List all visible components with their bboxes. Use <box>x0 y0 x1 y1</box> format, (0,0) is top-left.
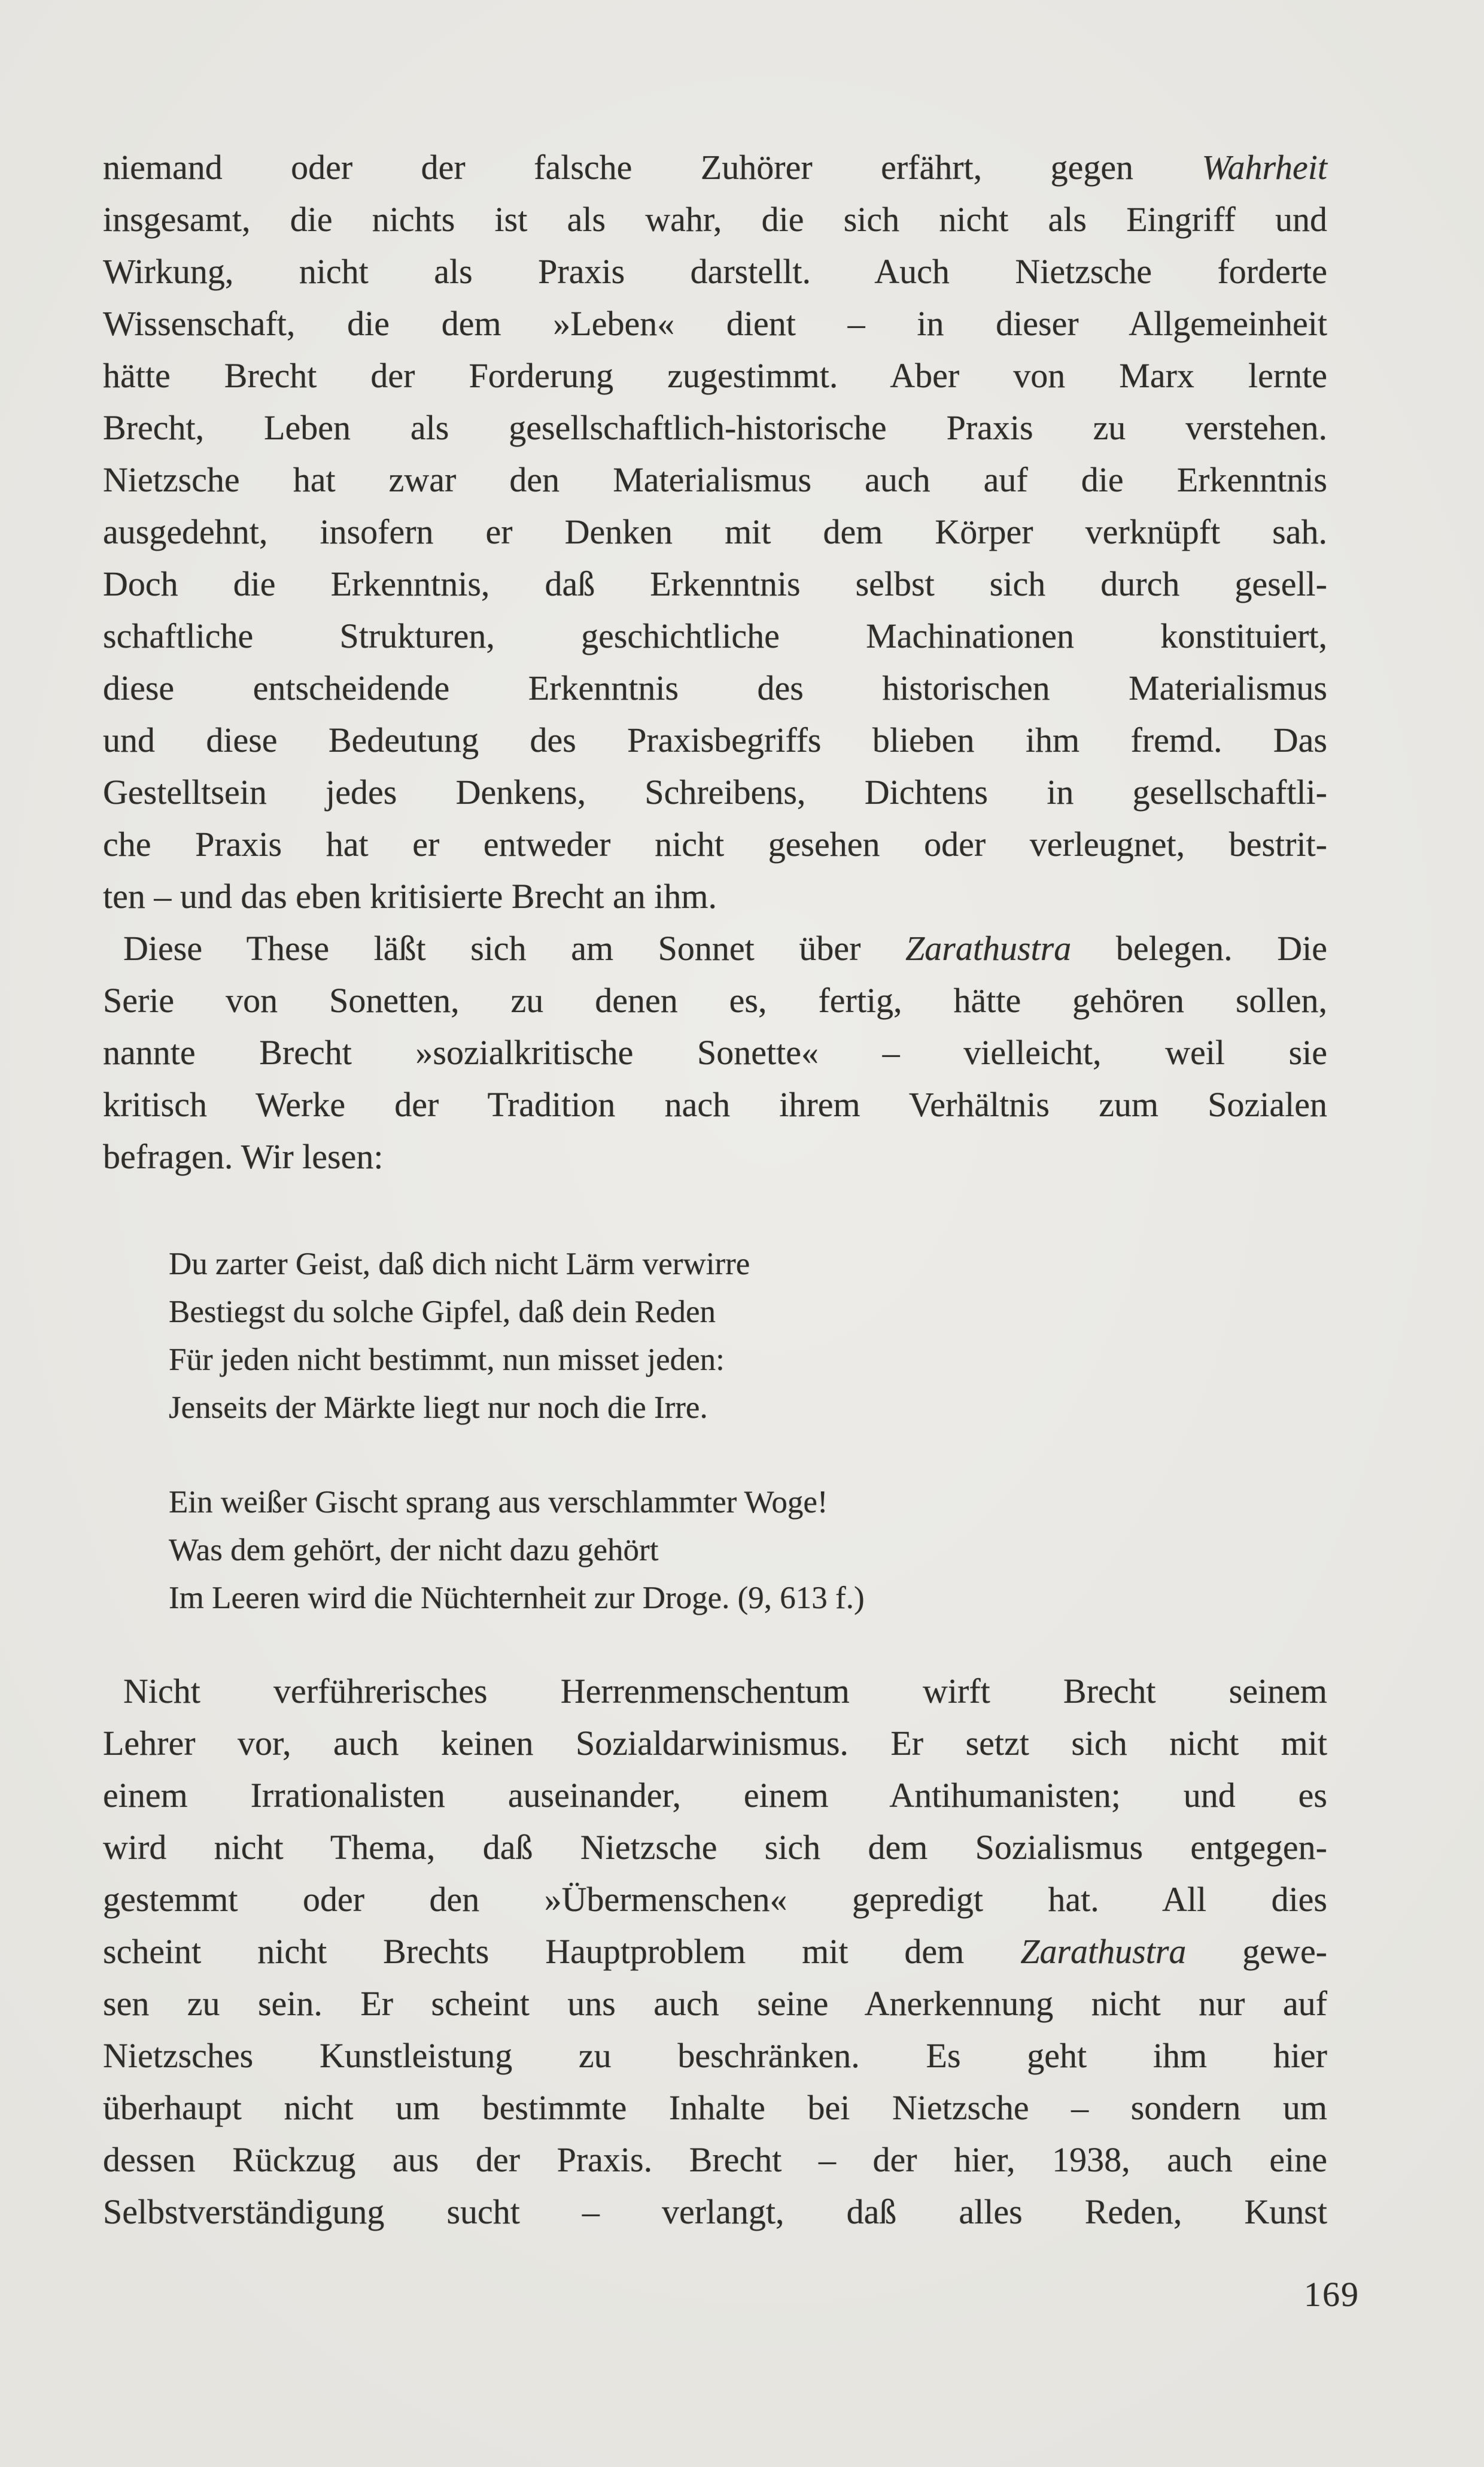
text-line: befragen. Wir lesen: <box>103 1137 384 1176</box>
text-line: Bestiegst du solche Gipfel, daß dein Reden <box>169 1295 716 1329</box>
text-line: Nietzsches Kunstleistung zu beschränken. Es geht ihm hier <box>103 2036 1327 2075</box>
italic-text: Zarathustra <box>1020 1932 1187 1971</box>
italic-text: Zarathustra <box>905 929 1072 968</box>
text-line: ausgedehnt, insofern er Denken mit dem Körper verknüpft sah. <box>103 512 1327 551</box>
text-line: niemand oder der falsche Zuhörer erfährt, gegen Wahrheit <box>103 148 1327 187</box>
text-line: Serie von Sonetten, zu denen es, fertig, hätte gehören sollen, <box>103 981 1327 1020</box>
text-line: insgesamt, die nichts ist als wahr, die sich nicht als Eingriff und <box>103 200 1327 239</box>
text-line: kritisch Werke der Tradition nach ihrem Verhältnis zum Sozialen <box>103 1085 1327 1124</box>
text-line: Jenseits der Märkte liegt nur noch die Irre. <box>169 1390 708 1425</box>
paragraph-these <box>103 922 1327 1183</box>
text-line: Selbstverständigung sucht – verlangt, daß alles Reden, Kunst <box>103 2192 1327 2231</box>
poem-stanza-1 <box>169 1240 1327 1432</box>
text-line: und diese Bedeutung des Praxisbegriffs blieben ihm fremd. Das <box>103 721 1327 759</box>
text-line: dessen Rückzug aus der Praxis. Brecht – der hier, 1938, auch eine <box>103 2140 1327 2179</box>
text-line: Brecht, Leben als gesellschaftlich-historische Praxis zu verstehen. <box>103 408 1327 447</box>
text-line: nannte Brecht »sozialkritische Sonette« – vielleicht, weil sie <box>103 1033 1327 1072</box>
text-line: Du zarter Geist, daß dich nicht Lärm verwirre <box>169 1247 750 1281</box>
text-line: wird nicht Thema, daß Nietzsche sich dem Sozialismus entgegen- <box>103 1828 1327 1867</box>
page-number: 169 <box>1304 2275 1360 2314</box>
text-line: Wirkung, nicht als Praxis darstellt. Auch Nietzsche forderte <box>103 252 1327 291</box>
text-line: Lehrer vor, auch keinen Sozialdarwinismus. Er setzt sich nicht mit <box>103 1724 1327 1763</box>
text-line: gestemmt oder den »Übermenschen« gepredigt hat. All dies <box>103 1880 1327 1919</box>
text-line: hätte Brecht der Forderung zugestimmt. Aber von Marx lernte <box>103 356 1327 395</box>
text-line: einem Irrationalisten auseinander, einem Antihumanisten; und es <box>103 1776 1327 1815</box>
paragraph-closing <box>103 1665 1327 2238</box>
text-line: Wissenschaft, die dem »Leben« dient – in dieser Allgemeinheit <box>103 304 1327 343</box>
text-line: scheint nicht Brechts Hauptproblem mit dem Zarathustra gewe- <box>103 1932 1327 1971</box>
text-line: ten – und das eben kritisierte Brecht an ihm. <box>103 877 717 916</box>
text-line: Doch die Erkenntnis, daß Erkenntnis selbst sich durch gesell- <box>103 564 1327 603</box>
text-line: diese entscheidende Erkenntnis des historischen Materialismus <box>103 669 1327 707</box>
text-line: Was dem gehört, der nicht dazu gehört <box>169 1533 659 1567</box>
text-line: Nietzsche hat zwar den Materialismus auch auf die Erkenntnis <box>103 460 1327 499</box>
italic-text: Wahrheit <box>1202 148 1327 187</box>
paragraph-continuation <box>103 141 1327 922</box>
text-line: Gestelltsein jedes Denkens, Schreibens, Dichtens in gesellschaftli- <box>103 773 1327 812</box>
text-line: sen zu sein. Er scheint uns auch seine Anerkennung nicht nur auf <box>103 1984 1327 2023</box>
text-line: Im Leeren wird die Nüchternheit zur Droge. (9, 613 f.) <box>169 1581 865 1615</box>
text-block <box>103 141 1327 2238</box>
text-line: schaftliche Strukturen, geschichtliche Machinationen konstituiert, <box>103 616 1327 655</box>
text-line: Ein weißer Gischt sprang aus verschlammter Woge! <box>169 1485 828 1520</box>
text-line: Diese These läßt sich am Sonnet über Zarathustra belegen. Die <box>123 929 1327 968</box>
text-line: Für jeden nicht bestimmt, nun misset jeden: <box>169 1342 725 1377</box>
text-line: che Praxis hat er entweder nicht gesehen oder verleugnet, bestrit- <box>103 825 1327 864</box>
text-line: Nicht verführerisches Herrenmenschentum wirft Brecht seinem <box>123 1672 1327 1711</box>
poem-stanza-2 <box>169 1478 1327 1622</box>
text-line: überhaupt nicht um bestimmte Inhalte bei Nietzsche – sondern um <box>103 2088 1327 2127</box>
